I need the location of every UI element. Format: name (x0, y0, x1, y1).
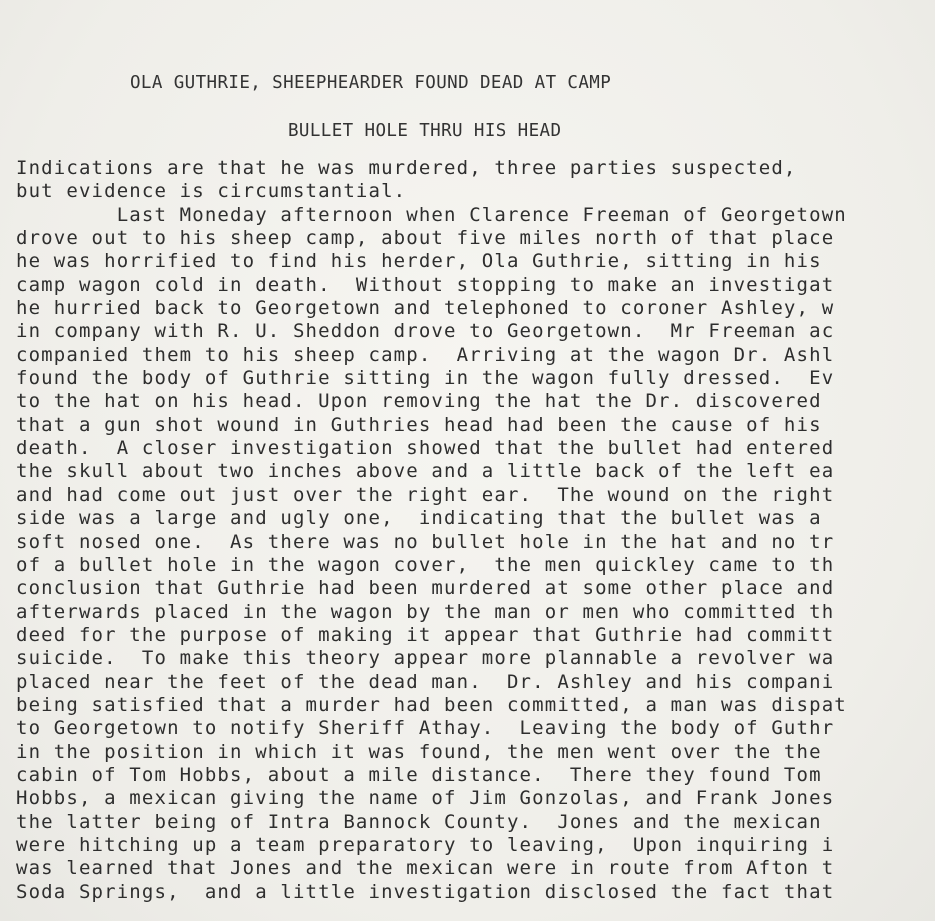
body-line: side was a large and ugly one, indicating that the bullet was a (16, 507, 822, 530)
body-line: to the hat on his head. Upon removing the hat the Dr. discovered (16, 390, 822, 413)
body-line: to Georgetown to notify Sheriff Athay. Leaving the body of Guthr (16, 717, 835, 740)
body-line: of a bullet hole in the wagon cover, the men quickley came to th (16, 553, 835, 576)
body-line: companied them to his sheep camp. Arriving at the wagon Dr. Ashl (16, 343, 835, 366)
body-line: and had come out just over the right ear. The wound on the right (16, 483, 835, 506)
body-line: soft nosed one. As there was no bullet hole in the hat and no tr (16, 530, 835, 553)
body-line: the skull about two inches above and a little back of the left ea (16, 460, 835, 483)
body-line: being satisfied that a murder had been committed, a man was dispat (16, 693, 847, 716)
body-line: camp wagon cold in death. Without stopping to make an investigat (16, 273, 835, 296)
article-subtitle: BULLET HOLE THRU HIS HEAD (288, 121, 562, 141)
body-line: he was horrified to find his herder, Ola Guthrie, sitting in his (16, 250, 822, 273)
body-line: in company with R. U. Sheddon drove to Georgetown. Mr Freeman ac (16, 320, 835, 343)
body-line: Soda Springs, and a little investigation disclosed the fact that (16, 880, 835, 903)
article-title: OLA GUTHRIE, SHEEPHEARDER FOUND DEAD AT CAMP (130, 73, 612, 93)
body-line: Last Moneday afternoon when Clarence Freeman of Georgetown (16, 203, 847, 226)
body-line: cabin of Tom Hobbs, about a mile distance. There they found Tom (16, 763, 822, 786)
body-line: found the body of Guthrie sitting in the wagon fully dressed. Ev (16, 367, 835, 390)
body-line: that a gun shot wound in Guthries head had been the cause of his (16, 413, 822, 436)
body-line: Indications are that he was murdered, three parties suspected, (16, 157, 797, 179)
body-line: conclusion that Guthrie had been murdered at some other place and (16, 577, 835, 600)
body-line: he hurried back to Georgetown and telephoned to coroner Ashley, w (16, 297, 835, 320)
body-line: in the position in which it was found, the men went over the the (16, 740, 822, 763)
body-line: suicide. To make this theory appear more plannable a revolver wa (16, 647, 835, 670)
body-line: were hitching up a team preparatory to leaving, Upon inquiring i (16, 833, 835, 856)
body-line: drove out to his sheep camp, about five miles north of that place (16, 227, 835, 250)
article-body (16, 157, 935, 904)
body-line: Hobbs, a mexican giving the name of Jim Gonzolas, and Frank Jones (16, 787, 835, 810)
body-line: placed near the feet of the dead man. Dr. Ashley and his compani (16, 670, 835, 693)
body-line: afterwards placed in the wagon by the man or men who committed th (16, 600, 835, 623)
body-line: death. A closer investigation showed that the bullet had entered (16, 437, 835, 460)
body-line: deed for the purpose of making it appear that Guthrie had committ (16, 623, 835, 646)
body-line: but evidence is circumstantial. (16, 180, 407, 203)
body-line: was learned that Jones and the mexican were in route from Afton t (16, 857, 835, 880)
body-line: the latter being of Intra Bannock County. Jones and the mexican (16, 810, 822, 833)
